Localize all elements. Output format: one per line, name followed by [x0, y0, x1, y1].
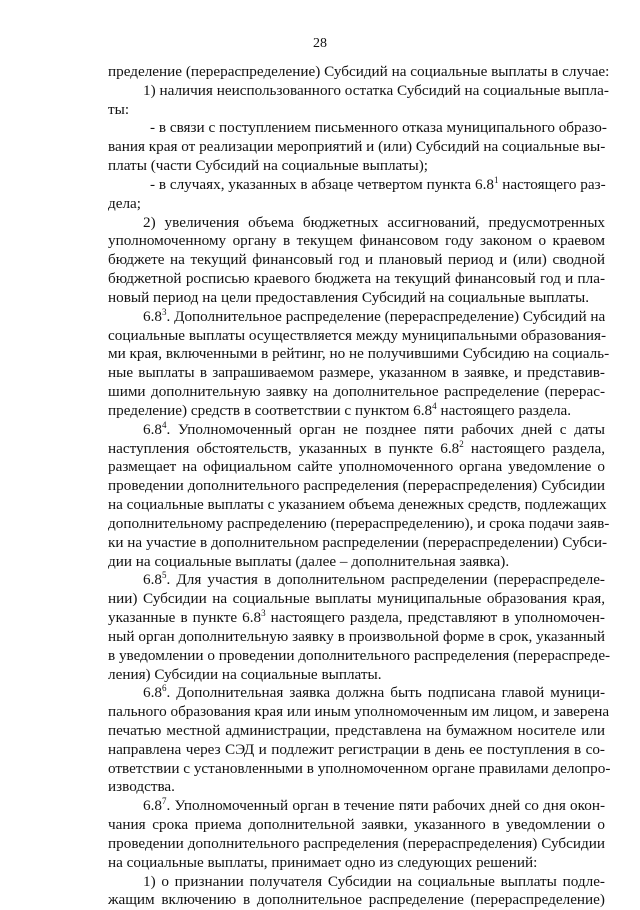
text-line [108, 63, 610, 82]
line-text: размещает на официальном сайте уполномоченного органа уведомление о [108, 458, 605, 476]
document-body [108, 63, 611, 910]
text-line [108, 590, 605, 609]
superscript-index: 2 [459, 438, 464, 449]
text-line [108, 759, 611, 779]
line-text: 6.8 [143, 797, 162, 815]
text-line [108, 440, 605, 459]
text-line [108, 327, 605, 346]
text-line [108, 684, 605, 703]
line-text: наступления обстоятельств, указанных в пункте 6.8 [108, 439, 460, 457]
text-line [108, 609, 605, 628]
line-text: 2) увеличения объема бюджетных ассигнований, предусмотренных [143, 213, 605, 231]
text-line [108, 119, 605, 138]
line-text-after: . Уполномоченный орган в течение пяти рабочих дней со дня окон- [166, 797, 605, 815]
line-text: указанные в пункте 6.8 [108, 609, 262, 627]
text-line [108, 157, 605, 176]
line-text: бюджетной росписью краевого бюджета на текущий финансовый год и пла- [108, 270, 605, 288]
page-number: 28 [313, 36, 327, 51]
superscript-index: 3 [261, 608, 266, 619]
text-line [108, 496, 605, 515]
line-text: ки на участие в дополнительном распределении (перераспределении) Субси- [108, 533, 608, 551]
text-line [108, 891, 605, 910]
line-text: - в случаях, указанных в абзаце четвертом пункта 6.8 [150, 175, 494, 193]
line-text: пределение (перераспределение) Субсидий на социальные выплаты в случае: [108, 63, 610, 80]
text-line [108, 514, 610, 534]
text-line [108, 289, 605, 308]
text-line [108, 797, 605, 816]
line-text: вания края от реализации мероприятий и (или) Субсидий на социальные вы- [108, 138, 606, 156]
text-line [108, 232, 605, 251]
text-line [108, 778, 605, 797]
line-text: 6.8 [143, 420, 162, 438]
line-text: дии на социальные выплаты (далее – дополнительная заявка). [108, 552, 510, 570]
line-text: 6.8 [143, 307, 162, 325]
line-text: 1) о признании получателя Субсидии на социальные выплаты подле- [143, 872, 605, 890]
text-line [108, 364, 605, 383]
line-text: ные выплаты в запрашиваемом размере, указанном в заявке, и представив- [108, 364, 605, 382]
text-line [108, 477, 605, 496]
text-line [108, 81, 609, 101]
text-line [108, 402, 605, 421]
text-line [108, 176, 605, 195]
text-line [108, 195, 605, 214]
text-line [108, 571, 605, 590]
line-text: ления) Субсидии на социальные выплаты. [108, 665, 382, 683]
text-line [108, 666, 605, 685]
line-text: 6.8 [143, 684, 162, 702]
line-text: бюджете на текущий финансовый год и плановый период и (или) сводной [108, 251, 605, 269]
line-text: 6.8 [143, 571, 162, 589]
text-line [108, 345, 610, 364]
text-line [108, 553, 605, 572]
line-text: платы (части Субсидий на социальные выплаты); [108, 157, 429, 175]
line-text: ный орган дополнительную заявку в произвольной форме в срок, указанный [108, 627, 605, 645]
line-text: изводства. [108, 778, 175, 796]
text-line [108, 854, 605, 873]
line-text: проведении дополнительного распределения (перераспределения) Субсидии [108, 477, 605, 495]
text-line [108, 835, 605, 854]
text-line [108, 646, 611, 666]
line-text-after: настоящего раз- [498, 175, 606, 193]
text-line [108, 703, 610, 722]
line-text: в уведомлении о проведении дополнительного распределения (перераспреде- [108, 646, 611, 664]
line-text: социальные выплаты осуществляется между муниципальными образования- [108, 326, 607, 344]
superscript-index: 7 [161, 796, 167, 807]
text-line [108, 628, 605, 647]
line-text: - в связи с поступлением письменного отказа муниципального образо- [150, 119, 607, 137]
superscript-index: 3 [161, 306, 167, 317]
line-text: дополнительному распределению (перераспределению), и срока подачи заяв- [108, 514, 610, 532]
text-line [108, 741, 605, 760]
line-text: чания срока приема дополнительной заявки, указанного в уведомлении о [108, 816, 605, 834]
text-line [108, 458, 605, 477]
line-text: ты: [108, 100, 130, 118]
line-text: дела; [108, 194, 142, 212]
superscript-index: 1 [493, 174, 499, 185]
text-line [108, 270, 605, 289]
line-text: новый период на цели предоставления Субсидий на социальные выплаты. [108, 288, 590, 306]
line-text-after: . Уполномоченный орган не позднее пяти рабочих дней с даты [166, 420, 605, 438]
text-line [108, 533, 608, 553]
line-text: шими дополнительную заявку на дополнительное распределение (перерас- [108, 383, 605, 401]
line-text-after: . Для участия в дополнительном распределении (перераспределе- [166, 571, 605, 589]
text-line [108, 101, 605, 120]
superscript-index: 4 [432, 400, 437, 411]
line-text: печатью местной администрации, представлена на бумажном носителе или [108, 721, 605, 739]
line-text: ответствии с установленными в уполномоченном органе правилами делопро- [108, 759, 611, 777]
line-text: на социальные выплаты с указанием объема денежных средств, подлежащих [108, 496, 607, 514]
line-text: пределение) средств в соответствии с пунктом 6.8 [108, 401, 433, 419]
line-text-after: настоящего раздела, представляют в уполномочен- [265, 609, 605, 627]
text-line [108, 873, 605, 892]
line-text-after: настоящего раздела. [436, 401, 572, 419]
text-line [108, 383, 605, 402]
line-text: нии) Субсидии на социальные выплаты муниципальные образования края, [108, 590, 605, 608]
line-text: ми края, включенными в рейтинг, но не получившими Субсидию на социаль- [108, 345, 610, 363]
text-line [108, 308, 605, 327]
line-text: направлена через СЭД и подлежит регистрации в день ее поступления в со- [108, 740, 605, 758]
line-text: на социальные выплаты, принимает одно из следующих решений: [108, 853, 538, 871]
line-text-after: настоящего раздела, [463, 439, 605, 457]
line-text: уполномоченному органу в текущем финансовом году законом о краевом [108, 232, 605, 250]
superscript-index: 5 [161, 570, 167, 581]
text-line [108, 816, 605, 835]
superscript-index: 4 [161, 419, 167, 430]
text-line [108, 722, 605, 741]
text-line [108, 214, 605, 233]
line-text: проведении дополнительного распределения (перераспределения) Субсидии [108, 834, 605, 852]
line-text: пального образования края или иным уполномоченным им лицом, и заверена [108, 703, 610, 721]
text-line [108, 138, 605, 157]
superscript-index: 6 [161, 683, 167, 694]
line-text-after: . Дополнительное распределение (перераспределение) Субсидий на [166, 307, 606, 325]
line-text-after: . Дополнительная заявка должна быть подписана главой муници- [166, 684, 605, 702]
text-line [108, 421, 605, 440]
line-text: 1) наличия неиспользованного остатка Субсидий на социальные выпла- [143, 81, 609, 99]
text-line [108, 251, 605, 270]
line-text: жащим включению в дополнительное распределение (перераспределение) [108, 891, 605, 909]
